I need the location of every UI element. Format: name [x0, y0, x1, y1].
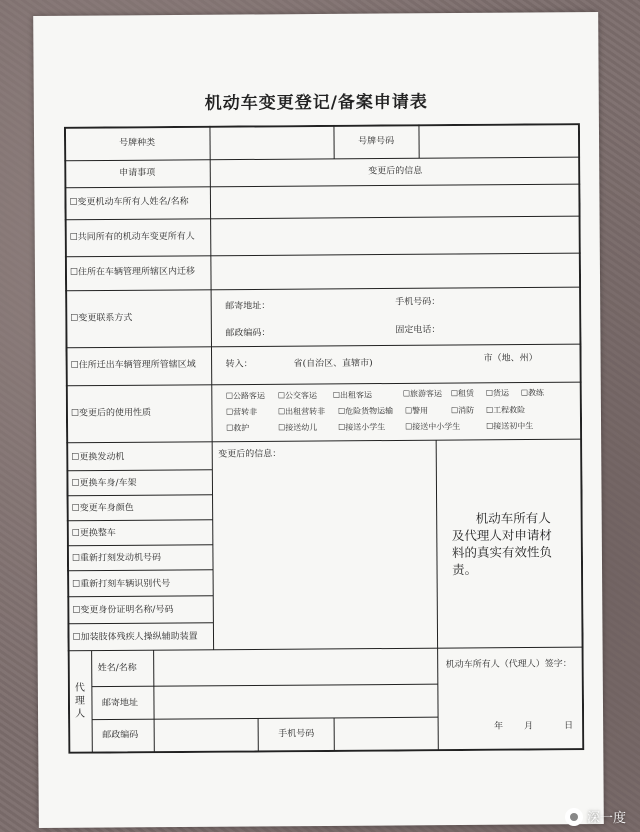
changed-info-header: 变更后的信息: [368, 166, 423, 177]
signature-day: 日: [564, 721, 574, 732]
item-engine-number[interactable]: ☐重新打刻发动机号码: [71, 553, 162, 564]
usage-training[interactable]: ☐教练: [520, 388, 545, 398]
apply-matter-label: 申请事项: [119, 168, 156, 179]
agent-postcode-label: 邮政编码: [102, 730, 139, 741]
usage-non-commercial[interactable]: ☐营转非: [225, 407, 258, 417]
agent-char-2: 理: [74, 695, 85, 707]
watermark-logo-icon: [565, 808, 583, 826]
usage-freight[interactable]: ☐货运: [485, 388, 510, 398]
declaration-line-2: 及代理人对申请材: [451, 527, 552, 544]
item-co-owner[interactable]: ☐共同所有的机动车变更所有人: [69, 231, 195, 243]
item-body-frame[interactable]: ☐更换车身/车架: [71, 478, 137, 489]
usage-middle-primary[interactable]: ☐接送中小学生: [405, 422, 461, 432]
signature-label: 机动车所有人（代理人）签字：: [445, 659, 572, 671]
item-whole-vehicle[interactable]: ☐更换整车: [71, 528, 116, 539]
form-table: [64, 123, 584, 754]
agent-mobile-label: 手机号码: [278, 729, 315, 740]
item-engine[interactable]: ☐更换发动机: [71, 452, 125, 463]
usage-hazardous[interactable]: ☐危险货物运输: [337, 406, 394, 416]
signature-year: 年: [494, 721, 504, 732]
agent-name-label: 姓名/名称: [97, 663, 137, 674]
usage-junior-high[interactable]: ☐接送初中生: [486, 421, 534, 431]
application-form-sheet: [33, 12, 604, 828]
plate-number-label: 号牌号码: [358, 136, 395, 147]
item-disabled-device[interactable]: ☐加装肢体残疾人操纵辅助装置: [72, 631, 198, 643]
form-title: 机动车变更登记/备案申请表: [204, 92, 428, 114]
plate-type-field[interactable]: [214, 129, 332, 158]
usage-bus[interactable]: ☐公交客运: [277, 391, 318, 401]
item-move-in-district[interactable]: ☐住所在车辆管理所辖区内迁移: [69, 266, 196, 278]
item-contact[interactable]: ☐变更联系方式: [70, 313, 133, 324]
item-body-color[interactable]: ☐变更车身颜色: [71, 503, 134, 514]
item-id-doc[interactable]: ☐变更身份证明名称/号码: [72, 605, 174, 616]
item-vin[interactable]: ☐重新打刻车辆识别代号: [72, 579, 171, 590]
plate-type-label: 号牌种类: [119, 138, 156, 149]
move-into-label: 转入：: [225, 359, 253, 370]
mail-address-label: 邮寄地址：: [225, 301, 271, 312]
declaration-text: [452, 509, 564, 578]
declaration-line-1: 机动车所有人: [475, 510, 551, 526]
watermark-text: 深一度: [586, 811, 626, 826]
signature-month: 月: [524, 721, 534, 732]
usage-rental[interactable]: ☐租赁: [450, 388, 475, 399]
agent-char-1: 代: [74, 682, 85, 694]
agent-char-3: 人: [75, 708, 86, 720]
usage-ambulance[interactable]: ☐救护: [226, 423, 250, 433]
changed-info-area-label: 变更后的信息：: [218, 449, 282, 460]
usage-taxi-non-commercial[interactable]: ☐出租营转非: [277, 406, 326, 417]
declaration-line-3: 料的真实有效性负: [451, 544, 552, 561]
agent-mail-label: 邮寄地址: [101, 698, 139, 709]
item-usage[interactable]: ☐变更后的使用性质: [70, 408, 152, 419]
usage-rescue[interactable]: ☐工程救险: [485, 405, 526, 415]
usage-kindergarten[interactable]: ☐接送幼儿: [278, 423, 318, 433]
watermark: [565, 807, 626, 826]
usage-fire[interactable]: ☐消防: [450, 405, 475, 416]
landline-label: 固定电话：: [395, 325, 441, 336]
agent-vertical-label: [74, 682, 86, 721]
usage-taxi[interactable]: ☐出租客运: [332, 390, 373, 400]
city-label: 市（地、州）: [483, 353, 538, 364]
postcode-label: 邮政编码：: [225, 328, 271, 339]
item-owner-name[interactable]: ☐变更机动车所有人姓名/名称: [69, 196, 189, 208]
usage-primary[interactable]: ☐接送小学生: [338, 422, 386, 432]
province-label: 省(自治区、直辖市): [293, 358, 373, 370]
usage-tourism[interactable]: ☐旅游客运: [402, 389, 443, 399]
declaration-line-4: 责。: [451, 561, 478, 578]
mobile-label: 手机号码：: [395, 297, 441, 308]
usage-police[interactable]: ☐警用: [404, 406, 429, 416]
plate-number-field[interactable]: [422, 127, 572, 156]
item-move-out[interactable]: ☐住所迁出车辆管理所管辖区域: [70, 359, 196, 371]
usage-road-passenger[interactable]: ☐公路客运: [225, 391, 266, 401]
